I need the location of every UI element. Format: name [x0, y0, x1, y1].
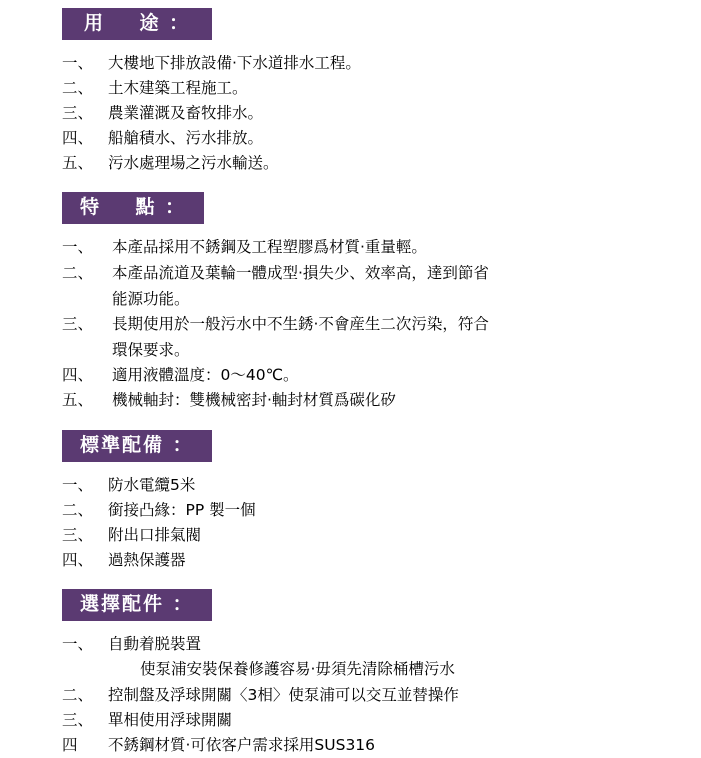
list-item-text: 農業灌溉及畜牧排水。	[108, 104, 264, 123]
list-item-text: 本產品流道及葉輪一體成型‧損失少、效率高，達到節省	[112, 264, 489, 283]
list-item-number: 二、	[62, 685, 94, 704]
list-item	[62, 473, 691, 498]
list-item-number: 四、	[62, 129, 94, 148]
list-item-text: 土木建築工程施工。	[108, 79, 248, 97]
list-item	[62, 151, 691, 176]
list-item-text: 本產品採用不銹鋼及工程塑膠爲材質‧重量輕。	[112, 238, 427, 257]
list-item-number: 三、	[62, 526, 94, 545]
list-item	[62, 733, 691, 758]
section-features-heading: 特 點 ：	[62, 192, 204, 224]
list-item-number: 一、	[62, 635, 94, 654]
list-item-number: 三、	[62, 104, 94, 123]
list-item	[62, 101, 691, 126]
list-item-text: 不銹鋼材質‧可依客户需求採用SUS316	[108, 735, 376, 754]
list-item	[62, 683, 691, 708]
list-item	[62, 51, 691, 76]
section-uses	[62, 8, 691, 176]
section-standard-heading: 標準配備 ：	[62, 430, 212, 462]
list-item-number: 一、	[62, 476, 94, 495]
list-item-text: 污水處理場之污水輸送。	[108, 154, 279, 173]
list-item-number: 四	[62, 735, 78, 754]
list-item-text: 船艙積水、污水排放。	[108, 129, 264, 148]
section-features-list	[62, 235, 691, 414]
list-item-number: 三、	[62, 710, 94, 729]
spacer	[62, 579, 691, 589]
section-uses-heading-wrap	[62, 8, 691, 40]
spacer	[62, 182, 691, 192]
spacer	[62, 420, 691, 430]
list-item-continuation: 環保要求。	[112, 340, 190, 359]
list-item-number: 一、	[62, 53, 94, 72]
list-item	[62, 632, 691, 657]
section-standard-equipment	[62, 430, 691, 573]
list-item-text: 單相使用浮球開關	[108, 710, 233, 729]
section-uses-list	[62, 51, 691, 177]
list-item	[62, 261, 691, 287]
list-item-number: 四、	[62, 551, 94, 570]
section-optional-accessories	[62, 589, 691, 757]
list-item	[62, 235, 691, 261]
list-item-number: 五、	[62, 391, 94, 410]
list-item-continuation: 能源功能。	[112, 289, 190, 308]
section-optional-heading: 選擇配件 ：	[62, 589, 212, 621]
list-item-number: 四、	[62, 365, 94, 384]
list-item-number: 五、	[62, 154, 94, 173]
list-item-text: 控制盤及浮球開關〈3相〉使泵浦可以交互並替操作	[108, 685, 459, 704]
list-item-text: 過熱保護器	[108, 551, 186, 570]
list-item-text: 自動着脱裝置	[108, 635, 202, 654]
list-item	[62, 523, 691, 548]
list-item	[62, 76, 691, 101]
list-item	[62, 388, 691, 414]
section-features-heading-wrap	[62, 192, 691, 224]
section-standard-list	[62, 473, 691, 573]
list-item	[62, 498, 691, 523]
list-item	[62, 312, 691, 338]
list-item	[62, 708, 691, 733]
list-item-subtext: 使泵浦安裝保養修護容易‧毋須先清除桶槽污水	[140, 660, 455, 679]
list-item-text: 銜接凸緣：PP 製一個	[108, 501, 256, 520]
section-features	[62, 192, 691, 414]
list-item	[62, 548, 691, 573]
section-optional-list	[62, 632, 691, 758]
list-item-text: 附出口排氣閥	[108, 526, 202, 545]
list-item-text: 防水電纜5米	[108, 476, 196, 495]
list-item-text: 機械軸封：雙機械密封‧軸封材質爲碳化矽	[112, 391, 396, 410]
list-item	[62, 126, 691, 151]
list-item	[62, 363, 691, 389]
list-item-number: 二、	[62, 501, 94, 520]
list-item-number: 三、	[62, 314, 94, 333]
list-item-number: 二、	[62, 264, 94, 283]
list-item-text: 長期使用於一般污水中不生銹‧不會産生二次污染，符合	[112, 314, 489, 333]
section-uses-heading: 用 途 ：	[62, 8, 212, 40]
list-item-text: 適用液體溫度：0〜40℃。	[112, 365, 299, 384]
list-item-number: 一、	[62, 238, 94, 257]
section-optional-heading-wrap	[62, 589, 691, 621]
section-standard-heading-wrap	[62, 430, 691, 462]
list-item-number: 二、	[62, 79, 94, 97]
list-item-text: 大樓地下排放設備‧下水道排水工程。	[108, 53, 361, 72]
